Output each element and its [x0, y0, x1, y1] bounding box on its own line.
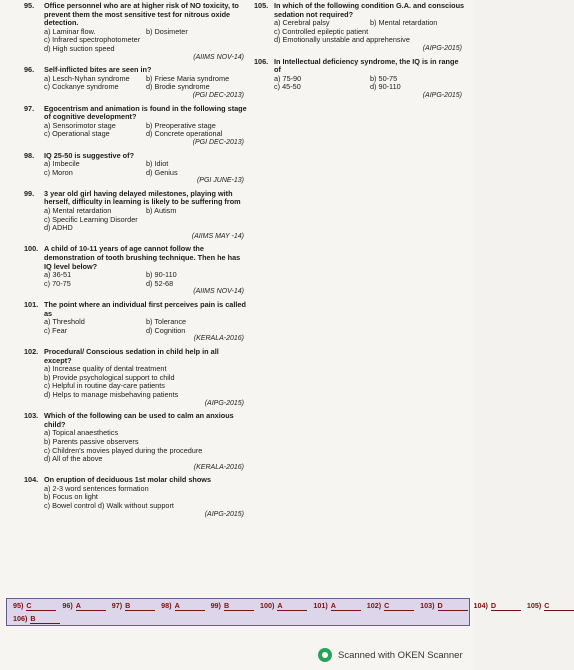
question-item — [24, 190, 248, 242]
answer-cell — [211, 601, 254, 611]
option: d) Concrete operational — [146, 129, 223, 139]
question-stem — [254, 2, 466, 19]
options-list — [24, 318, 248, 335]
right-question-column — [254, 2, 466, 105]
question-item — [254, 58, 466, 101]
answer-question-number: 95) — [13, 601, 24, 610]
option: c) Operational stage — [44, 129, 110, 139]
question-item — [24, 152, 248, 186]
option: a) Imbecile — [44, 159, 80, 169]
option: a) Lesch-Nyhan syndrome — [44, 73, 130, 83]
exam-source: (AIIMS MAY -14) — [191, 232, 244, 240]
question-number: 106. — [254, 56, 269, 66]
options-list — [24, 365, 248, 399]
option: a) 75-90 — [274, 73, 302, 83]
exam-source: (PGI DEC-2013) — [192, 138, 244, 146]
question-number: 102. — [24, 346, 39, 356]
question-stem — [24, 245, 248, 271]
option: c) Helpful in routine day-care patients — [44, 381, 165, 391]
question-number: 98. — [24, 150, 35, 160]
option: a) Threshold — [44, 317, 85, 327]
exam-source: (AIPG-2015) — [204, 399, 244, 407]
exam-source: (AIPG-2015) — [422, 91, 462, 99]
answer-question-number: 97) — [111, 601, 123, 610]
exam-source: (PGI JUNE-13) — [196, 177, 244, 185]
question-item — [24, 476, 248, 519]
option: b) Friese Maria syndrome — [146, 73, 230, 83]
question-stem — [24, 105, 248, 122]
question-item — [24, 245, 248, 297]
question-text: IQ 25-50 is suggestive of? — [44, 150, 135, 160]
option: d) Emotionally unstable and apprehensive — [274, 35, 410, 45]
option: a) Cerebral palsy — [274, 18, 330, 28]
option: b) Provide psychological support to child — [44, 372, 175, 382]
question-text: Procedural/ Conscious sedation in child help in all except? — [44, 346, 219, 365]
question-stem — [254, 58, 466, 75]
question-number: 99. — [24, 188, 35, 198]
question-number: 97. — [24, 103, 35, 113]
answer-cell — [13, 614, 60, 624]
answer-cell — [313, 601, 360, 611]
question-number: 104. — [24, 475, 39, 485]
question-number: 100. — [24, 244, 39, 254]
exam-source: (AIPG-2015) — [422, 44, 462, 52]
exam-source: (PGI DEC-2013) — [192, 91, 244, 99]
answer-value: A — [277, 601, 307, 611]
option-row — [44, 280, 248, 289]
options-list — [24, 271, 248, 288]
left-question-column — [24, 2, 248, 523]
option: d) Cognition — [146, 325, 186, 335]
answer-cell — [260, 601, 307, 611]
option: d) 52-68 — [146, 278, 174, 288]
option-row — [274, 83, 466, 92]
question-stem — [24, 301, 248, 318]
option-row — [44, 327, 248, 336]
options-list — [254, 19, 466, 45]
option: a) Mental retardation — [44, 206, 112, 216]
option: c) Cockanye syndrome — [44, 82, 119, 92]
options-list — [24, 485, 248, 511]
option: d) Genius — [146, 167, 178, 177]
question-stem — [24, 190, 248, 207]
answer-question-number: 105) — [526, 601, 542, 610]
answer-key-bar — [6, 598, 550, 626]
option: a) 36-51 — [44, 270, 72, 280]
option-row — [44, 83, 248, 92]
question-item — [24, 66, 248, 100]
question-number: 105. — [254, 1, 269, 10]
option: b) Dosimeter — [146, 26, 188, 36]
option: d) ADHD — [44, 223, 73, 233]
options-list — [254, 75, 466, 92]
option: a) Topical anaesthetics — [44, 428, 119, 438]
answer-value: A — [331, 601, 361, 611]
answer-cell — [13, 601, 56, 611]
answer-value: C — [384, 601, 414, 611]
options-list — [24, 429, 248, 463]
question-text: The point where an individual first perceives pain is called as — [44, 300, 246, 318]
options-list — [24, 28, 248, 54]
question-text: Self-inflicted bites are seen in? — [44, 65, 152, 75]
answer-value: A — [175, 601, 205, 611]
answer-question-number: 101) — [313, 601, 328, 610]
option: b) Mental retardation — [370, 18, 438, 28]
question-item — [24, 301, 248, 344]
option: a) 2-3 word sentences formation — [44, 483, 149, 493]
option: a) Laminar flow. — [44, 26, 96, 36]
options-list — [24, 75, 248, 92]
option: c) Bowel control d) Walk without support — [44, 501, 174, 511]
question-stem — [24, 348, 248, 365]
question-item — [24, 105, 248, 148]
answer-cell — [161, 601, 204, 611]
option: d) High suction speed — [44, 43, 115, 53]
exam-source: (AIIMS NOV-14) — [193, 53, 244, 61]
options-list — [24, 160, 248, 177]
option: b) Idiot — [146, 159, 169, 169]
question-item — [24, 348, 248, 408]
scanner-logo-icon — [318, 648, 332, 662]
option: a) Sensorimotor stage — [44, 120, 116, 130]
option-row — [44, 130, 248, 139]
option: d) Brodie syndrome — [146, 82, 210, 92]
option: b) 50-75 — [370, 73, 398, 83]
question-text: A child of 10-11 years of age cannot follow the demonstration of tooth brushing technique. Then he has IQ level below? — [44, 244, 241, 271]
question-item — [24, 2, 248, 62]
answer-question-number: 102) — [366, 601, 382, 610]
option: b) Autism — [146, 206, 177, 216]
option: b) Parents passive observers — [44, 436, 139, 446]
question-number: 101. — [24, 300, 39, 309]
exam-source: (KERALA-2016) — [193, 463, 244, 471]
answer-value: D — [491, 601, 521, 611]
option: d) All of the above — [44, 454, 103, 464]
answer-cell — [420, 601, 467, 611]
options-list — [24, 207, 248, 233]
question-number: 103. — [24, 411, 39, 421]
answer-cell — [474, 601, 521, 611]
answer-value: C — [544, 601, 574, 611]
option-row — [44, 169, 248, 178]
question-text: Office personnel who are at higher risk of NO toxicity, to prevent them the most sensitive test for nitrous oxide detection. — [44, 1, 239, 28]
question-stem — [24, 2, 248, 28]
answer-cell — [527, 601, 574, 611]
option: b) Tolerance — [146, 317, 187, 327]
exam-source: (KERALA-2016) — [193, 335, 244, 343]
answer-question-number: 104) — [473, 601, 488, 610]
question-number: 95. — [24, 1, 35, 10]
answer-row — [7, 612, 469, 625]
answer-row — [7, 599, 550, 612]
option: c) Moron — [44, 167, 73, 177]
option: c) Fear — [44, 325, 68, 335]
scanner-footer — [318, 648, 463, 662]
answer-cell — [62, 601, 105, 611]
option: c) 45-50 — [274, 82, 301, 92]
option: c) Infrared spectrophotometer — [44, 35, 141, 45]
question-text: Which of the following can be used to calm an anxious child? — [44, 411, 234, 429]
question-text: On eruption of deciduous 1st molar child shows — [44, 475, 212, 485]
question-text: In Intellectual deficiency syndrome, the IQ is in range of — [274, 56, 459, 75]
option: b) Preoperative stage — [146, 120, 216, 130]
answer-value: B — [224, 601, 254, 611]
options-list — [24, 122, 248, 139]
option: d) Helps to manage misbehaving patients — [44, 389, 179, 399]
question-text: Egocentrism and animation is found in the following stage of cognitive development? — [44, 103, 247, 122]
answer-question-number: 98) — [161, 601, 172, 610]
option: b) Focus on light — [44, 492, 98, 502]
answer-question-number: 106) — [13, 614, 28, 623]
answer-question-number: 100) — [259, 601, 275, 610]
option: a) Increase quality of dental treatment — [44, 364, 167, 374]
option: c) 70-75 — [44, 278, 71, 288]
answer-question-number: 103) — [420, 601, 435, 610]
question-number: 96. — [24, 65, 35, 75]
question-text: In which of the following condition G.A. and conscious sedation not required? — [274, 1, 465, 19]
option: b) 90-110 — [146, 270, 177, 280]
exam-source: (AIIMS NOV-14) — [193, 288, 244, 296]
answer-question-number: 99) — [210, 601, 221, 610]
answer-value: C — [26, 601, 56, 611]
option: d) 90-110 — [370, 82, 401, 92]
answer-question-number: 96) — [62, 601, 73, 610]
exam-source: (AIPG-2015) — [204, 510, 244, 518]
option: c) Controlled epileptic patient — [274, 26, 369, 36]
question-item — [24, 412, 248, 472]
answer-value: B — [125, 601, 155, 611]
answer-value: B — [30, 614, 60, 624]
option: c) Children's movies played during the procedure — [44, 445, 203, 455]
option: c) Specific Learning Disorder — [44, 214, 138, 224]
answer-cell — [367, 601, 414, 611]
answer-value: D — [438, 601, 468, 611]
answer-value: A — [76, 601, 106, 611]
scanner-text: Scanned with OKEN Scanner — [338, 649, 463, 661]
question-text: 3 year old girl having delayed milestones, playing with herself, difficulty in learning is likely to be suffering from — [44, 188, 241, 207]
answer-cell — [112, 601, 155, 611]
question-item — [254, 2, 466, 54]
question-stem — [24, 412, 248, 429]
